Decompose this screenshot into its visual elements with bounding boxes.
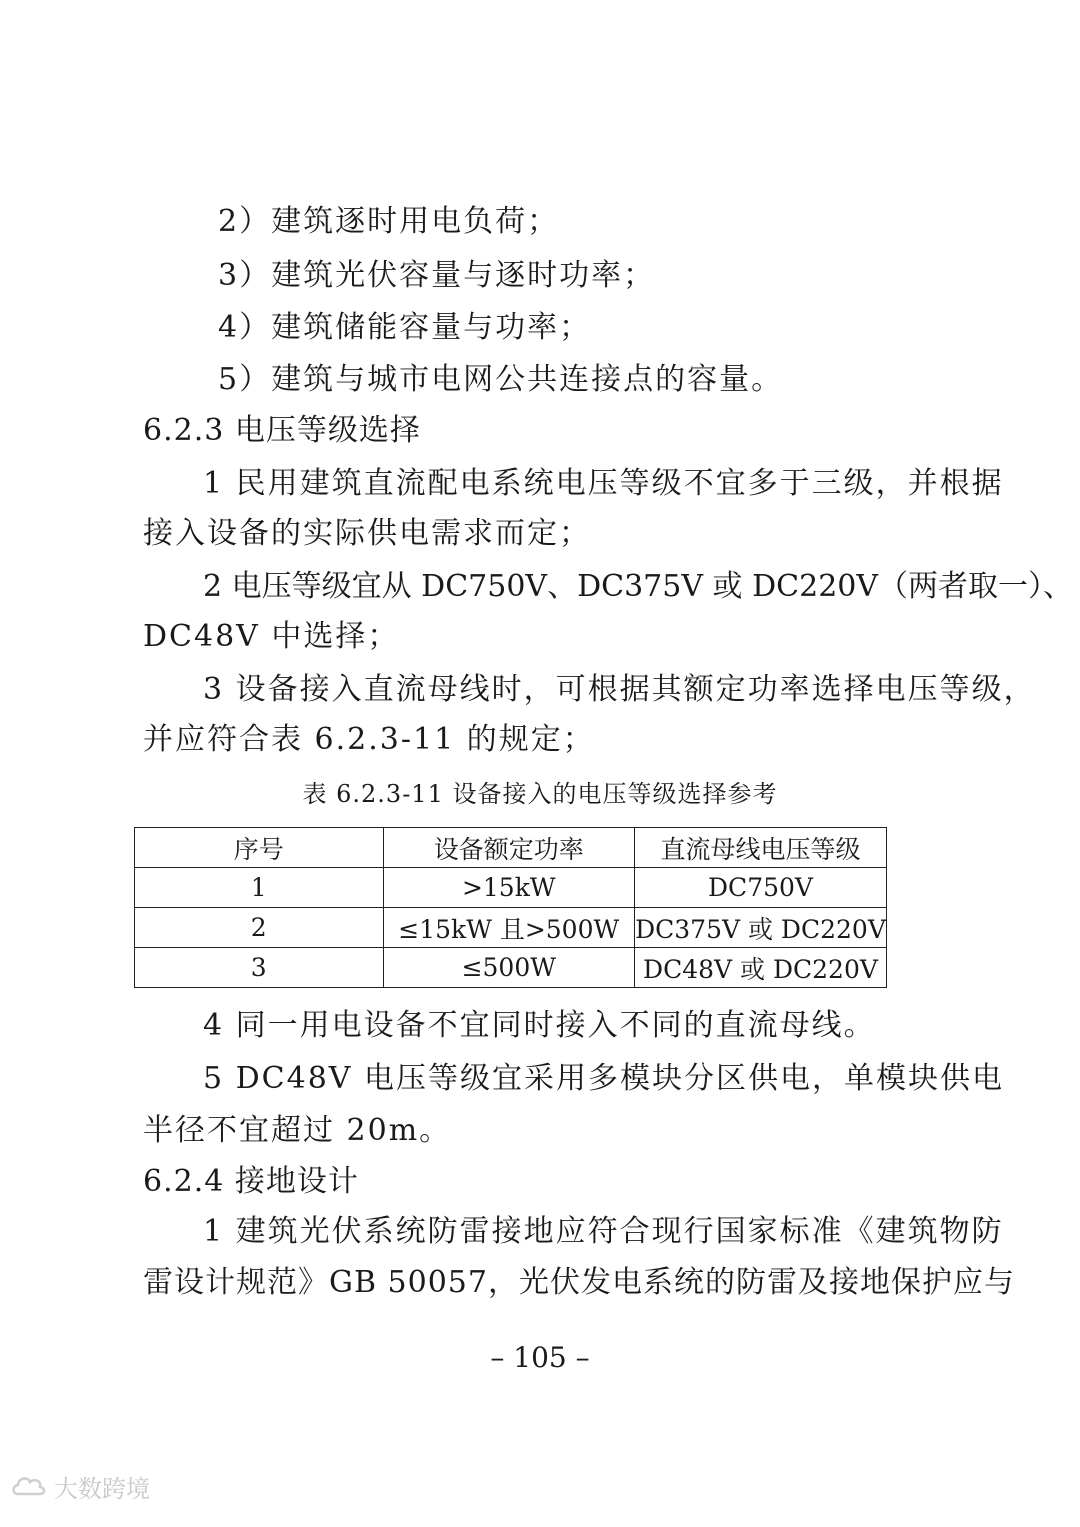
clause-3-line-2: 并应符合表 6.2.3-11 的规定； bbox=[143, 722, 595, 757]
list-item-5: 5）建筑与城市电网公共连接点的容量。 bbox=[218, 362, 784, 397]
page-number: – 105 – bbox=[490, 1341, 590, 1374]
voltage-level-table bbox=[134, 827, 887, 988]
list-item-2: 2）建筑逐时用电负荷； bbox=[218, 204, 560, 239]
table-caption: 表 6.2.3-11 设备接入的电压等级选择参考 bbox=[302, 780, 778, 808]
table-cell: DC750V bbox=[634, 868, 886, 908]
watermark bbox=[10, 1466, 150, 1506]
clause-1-line-1: 1 民用建筑直流配电系统电压等级不宜多于三级，并根据 bbox=[203, 466, 1004, 501]
table-cell: ≤15kW 且>500W bbox=[383, 908, 634, 948]
clause-1-line-2: 接入设备的实际供电需求而定； bbox=[143, 516, 591, 551]
table-cell: >15kW bbox=[383, 868, 634, 908]
section-heading-6-2-4: 6.2.4 接地设计 bbox=[143, 1164, 359, 1199]
table-row bbox=[135, 868, 887, 908]
clause-5-line-2: 半径不宜超过 20m。 bbox=[143, 1113, 452, 1148]
grounding-clause-1-line-2: 雷设计规范》GB 50057，光伏发电系统的防雷及接地保护应与 bbox=[143, 1265, 1015, 1300]
clause-4: 4 同一用电设备不宜同时接入不同的直流母线。 bbox=[203, 1008, 876, 1043]
list-item-4: 4）建筑储能容量与功率； bbox=[218, 310, 592, 345]
table-row bbox=[135, 948, 887, 988]
clause-3-line-1: 3 设备接入直流母线时，可根据其额定功率选择电压等级， bbox=[203, 672, 1036, 707]
cloud-logo-icon bbox=[10, 1472, 48, 1500]
section-heading-6-2-3: 6.2.3 电压等级选择 bbox=[143, 413, 421, 448]
clause-5-line-1: 5 DC48V 电压等级宜采用多模块分区供电，单模块供电 bbox=[203, 1061, 1005, 1096]
watermark-text: 大数跨境 bbox=[54, 1474, 150, 1503]
table-cell: 2 bbox=[135, 908, 384, 948]
table-header-cell: 设备额定功率 bbox=[383, 828, 634, 868]
clause-2-line-1: 2 电压等级宜从 DC750V、DC375V 或 DC220V（两者取一）、 bbox=[203, 569, 1074, 604]
table-cell: DC48V 或 DC220V bbox=[634, 948, 886, 988]
table-cell: ≤500W bbox=[383, 948, 634, 988]
table-header-cell: 序号 bbox=[135, 828, 384, 868]
table-header-row bbox=[135, 828, 887, 868]
list-item-3: 3）建筑光伏容量与逐时功率； bbox=[218, 258, 656, 293]
clause-2-line-2: DC48V 中选择； bbox=[143, 619, 400, 654]
table-cell: DC375V 或 DC220V bbox=[634, 908, 886, 948]
grounding-clause-1-line-1: 1 建筑光伏系统防雷接地应符合现行国家标准《建筑物防 bbox=[203, 1214, 1004, 1249]
table-row bbox=[135, 908, 887, 948]
table-header-cell: 直流母线电压等级 bbox=[634, 828, 886, 868]
table-cell: 1 bbox=[135, 868, 384, 908]
table-cell: 3 bbox=[135, 948, 384, 988]
